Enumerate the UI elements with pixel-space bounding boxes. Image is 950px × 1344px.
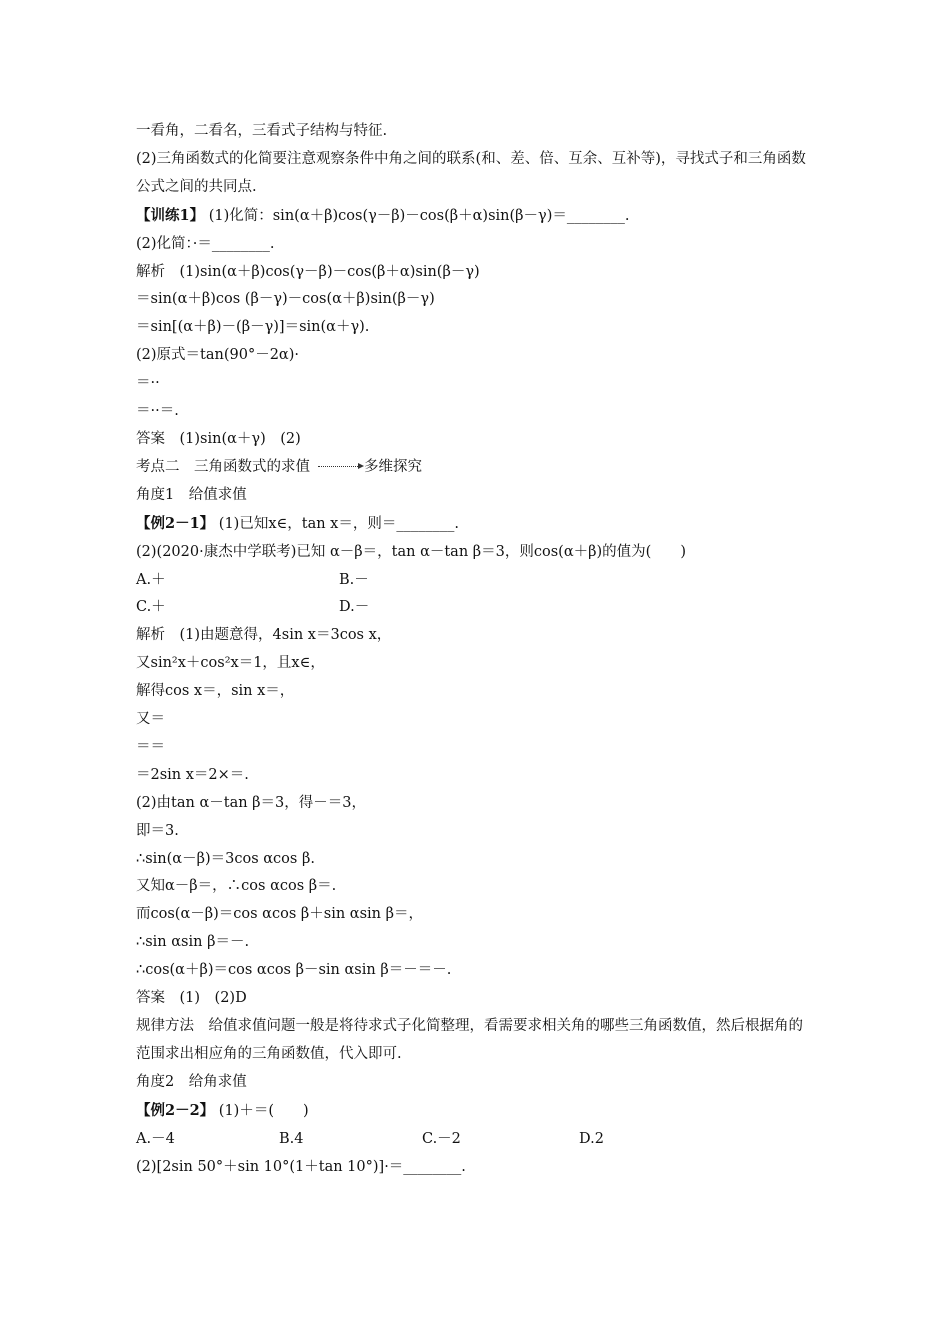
option-a: A.－4 — [136, 1130, 175, 1147]
document-page — [136, 118, 816, 1181]
example-label: 【例2－2】 — [136, 1101, 215, 1119]
text-line: ＝··＝. — [136, 403, 179, 420]
options-row — [136, 1126, 816, 1154]
section-title: 考点二 三角函数式的求值 — [136, 458, 310, 475]
text-line: 又sin²x＋cos²x＝1，且x∈， — [136, 655, 325, 672]
section-heading — [136, 454, 816, 482]
subsection-heading: 角度2 给角求值 — [136, 1073, 247, 1090]
text-line: 又＝ — [136, 711, 165, 728]
example-label: 【例2－1】 — [136, 514, 215, 532]
text-line: (2)[2sin 50°＋sin 10°(1＋tan 10°)]·＝________. — [136, 1158, 466, 1175]
text-line: ＝sin[(α＋β)－(β－γ)]＝sin(α＋γ). — [136, 319, 370, 336]
text-paragraph: (2)(2020·康杰中学联考)已知 α－β＝，tan α－tan β＝3，则cos(α＋β)的值为( ) — [136, 543, 686, 560]
exercise-heading — [136, 202, 816, 231]
option-b: B.－ — [339, 571, 369, 588]
arrow-icon — [318, 466, 362, 467]
example-text: (1)已知x∈，tan x＝，则＝________. — [214, 515, 459, 532]
text-line: (2)原式＝tan(90°－2α)· — [136, 347, 299, 364]
option-d: D.－ — [339, 599, 370, 616]
text-line: ∴cos(α＋β)＝cos αcos β－sin αsin β＝－＝－. — [136, 962, 452, 979]
example-heading — [136, 510, 816, 539]
option-a: A.＋ — [136, 571, 166, 588]
option-d: D.2 — [579, 1130, 604, 1147]
text-line: 解得cos x＝，sin x＝， — [136, 683, 295, 700]
example-heading — [136, 1097, 816, 1126]
text-line: ＝2sin x＝2×＝. — [136, 766, 249, 783]
text-line: 解析 (1)sin(α＋β)cos(γ－β)－cos(β＋α)sin(β－γ) — [136, 263, 480, 280]
options-row — [136, 567, 816, 595]
section-tag: 多维探究 — [364, 458, 422, 475]
text-line: 又知α－β＝，∴cos αcos β＝. — [136, 878, 337, 895]
options-row — [136, 594, 816, 622]
text-line: (2)由tan α－tan β＝3，得－＝3， — [136, 794, 367, 811]
text-line: (2)化简：·＝________. — [136, 235, 275, 252]
text-line: ＝＝ — [136, 738, 165, 755]
exercise-text: (1)化简：sin(α＋β)cos(γ－β)－cos(β＋α)sin(β－γ)＝________. — [204, 207, 630, 224]
text-line: 一看角，二看名，三看式子结构与特征. — [136, 123, 388, 139]
text-line: ∴sin αsin β＝－. — [136, 934, 250, 951]
option-c: C.－2 — [422, 1130, 461, 1147]
option-b: B.4 — [279, 1130, 304, 1147]
text-line: ＝sin(α＋β)cos (β－γ)－cos(α＋β)sin(β－γ) — [136, 291, 435, 308]
option-c: C.＋ — [136, 599, 166, 616]
text-line: 解析 (1)由题意得，4sin x＝3cos x， — [136, 627, 392, 644]
subsection-heading: 角度1 给值求值 — [136, 486, 247, 503]
example-text: (1)＋＝( ) — [214, 1102, 309, 1119]
text-line: 即＝3. — [136, 822, 179, 839]
answer-line: 答案 (1)sin(α＋γ) (2) — [136, 430, 301, 447]
text-line: 而cos(α－β)＝cos αcos β＋sin αsin β＝， — [136, 906, 423, 923]
text-paragraph: (2)三角函数式的化简要注意观察条件中角之间的联系(和、差、倍、互余、互补等)，寻找式子和三角函数公式之间的共同点. — [136, 150, 806, 195]
method-paragraph: 规律方法 给值求值问题一般是将待求式子化简整理，看需要求相关角的哪些三角函数值，然后根据角的范围求出相应角的三角函数值，代入即可. — [136, 1018, 803, 1062]
text-line: ＝·· — [136, 375, 160, 392]
text-line: ∴sin(α－β)＝3cos αcos β. — [136, 850, 315, 867]
exercise-label: 【训练1】 — [136, 206, 205, 224]
answer-line: 答案 (1) (2)D — [136, 990, 247, 1007]
